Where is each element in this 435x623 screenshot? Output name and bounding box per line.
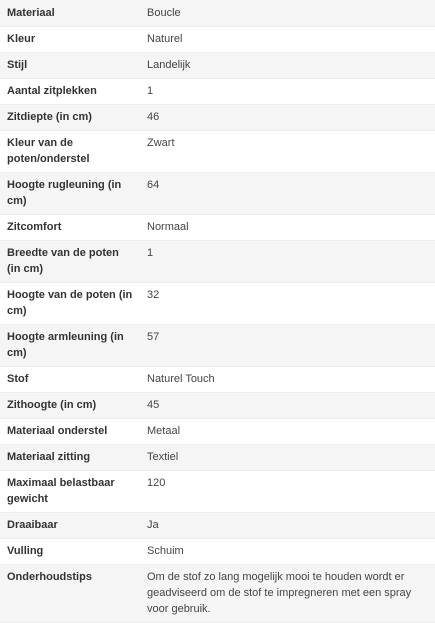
spec-label: Maximaal belastbaar gewicht <box>0 471 141 513</box>
spec-row-onderhoudstips <box>0 565 435 623</box>
spec-row-materiaal-onderstel <box>0 419 435 445</box>
spec-label: Stijl <box>0 53 141 79</box>
spec-row-hoogte-poten <box>0 283 435 325</box>
spec-label: Kleur <box>0 27 141 53</box>
spec-value: Schuim <box>141 539 435 565</box>
spec-label: Draaibaar <box>0 513 141 539</box>
spec-label: Zitdiepte (in cm) <box>0 105 141 131</box>
spec-label: Materiaal <box>0 0 141 27</box>
spec-label: Hoogte armleuning (in cm) <box>0 325 141 367</box>
spec-row-zithoogte <box>0 393 435 419</box>
spec-value: 57 <box>141 325 435 367</box>
spec-value: 120 <box>141 471 435 513</box>
spec-value: Naturel <box>141 27 435 53</box>
spec-label: Stof <box>0 367 141 393</box>
spec-row-materiaal-zitting <box>0 445 435 471</box>
spec-value: Textiel <box>141 445 435 471</box>
spec-row-stof <box>0 367 435 393</box>
spec-row-stijl <box>0 53 435 79</box>
spec-row-zitdiepte <box>0 105 435 131</box>
spec-label: Vulling <box>0 539 141 565</box>
spec-label: Zitcomfort <box>0 215 141 241</box>
spec-row-materiaal <box>0 0 435 27</box>
spec-value: 1 <box>141 79 435 105</box>
spec-row-kleur-poten <box>0 131 435 173</box>
spec-value: Om de stof zo lang mogelijk mooi te houden wordt er geadviseerd om de stof te impregneren met een spray voor gebruik. <box>141 565 435 623</box>
spec-value: Normaal <box>141 215 435 241</box>
spec-label: Onderhoudstips <box>0 565 141 623</box>
spec-value: Ja <box>141 513 435 539</box>
spec-label: Kleur van de poten/onderstel <box>0 131 141 173</box>
spec-row-maximaal-belastbaar <box>0 471 435 513</box>
spec-value: Metaal <box>141 419 435 445</box>
spec-value: Boucle <box>141 0 435 27</box>
spec-value: Zwart <box>141 131 435 173</box>
spec-value: 1 <box>141 241 435 283</box>
spec-label: Materiaal zitting <box>0 445 141 471</box>
spec-label: Aantal zitplekken <box>0 79 141 105</box>
spec-value: 64 <box>141 173 435 215</box>
spec-label: Zithoogte (in cm) <box>0 393 141 419</box>
spec-value: 32 <box>141 283 435 325</box>
spec-value: 45 <box>141 393 435 419</box>
spec-row-zitcomfort <box>0 215 435 241</box>
spec-row-vulling <box>0 539 435 565</box>
spec-label: Hoogte rugleuning (in cm) <box>0 173 141 215</box>
spec-value: Naturel Touch <box>141 367 435 393</box>
spec-label: Materiaal onderstel <box>0 419 141 445</box>
spec-row-breedte-poten <box>0 241 435 283</box>
spec-value: Landelijk <box>141 53 435 79</box>
spec-row-kleur <box>0 27 435 53</box>
spec-label: Hoogte van de poten (in cm) <box>0 283 141 325</box>
spec-row-draaibaar <box>0 513 435 539</box>
spec-row-hoogte-armleuning <box>0 325 435 367</box>
spec-row-hoogte-rugleuning <box>0 173 435 215</box>
spec-row-aantal-zitplekken <box>0 79 435 105</box>
spec-value: 46 <box>141 105 435 131</box>
spec-label: Breedte van de poten (in cm) <box>0 241 141 283</box>
